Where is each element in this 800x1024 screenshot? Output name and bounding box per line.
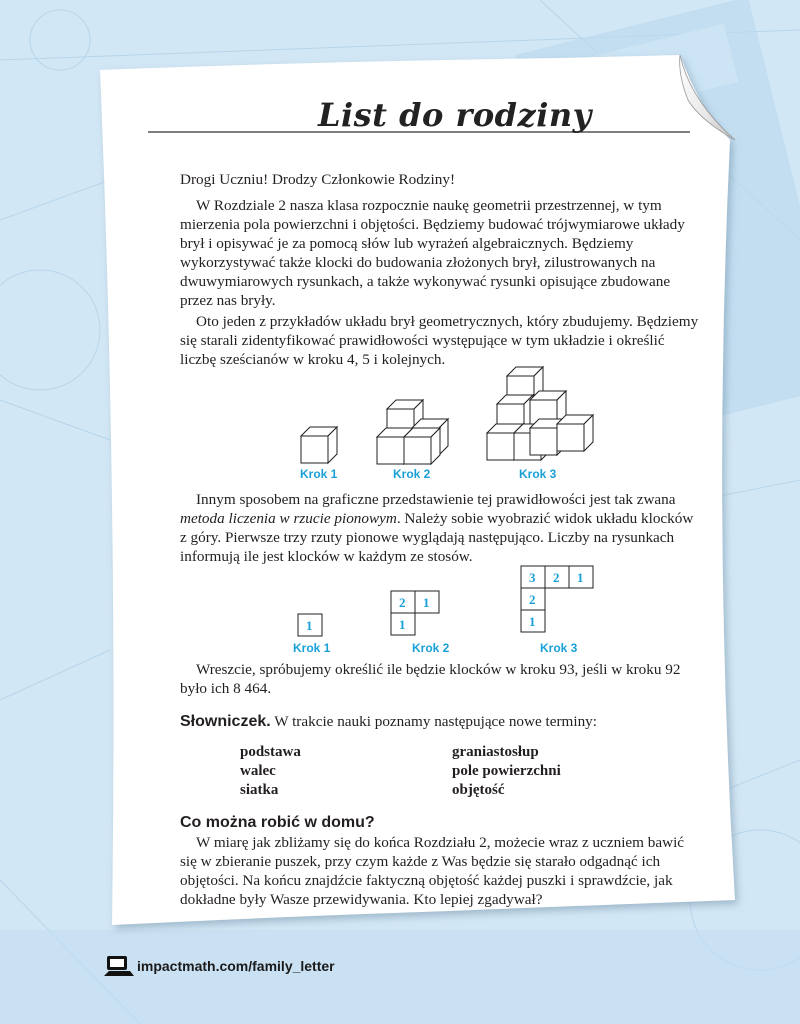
paragraph-intro: W Rozdziale 2 nasza klasa rozpocznie naukę geometrii przestrzennej, w tym mierzenia pola powierzchni i objętości. Będziemy budować trójwymiarowe układy brył i opisywać je za pomocą słów lub wyrażeń algebraicznych. Będziemy wykorzystywać także klocki do budowania złożonych brył, zilustrowanych na dwuwymiarowych rysunkach, a także wykonywać rysunki opisujące zbudowane przez nas bryły. [180,197,685,309]
glossary-term: walec [240,763,276,779]
footer-url[interactable]: impactmath.com/family_letter [137,958,335,974]
figure1-label-step1: Krok 1 [300,467,338,481]
glossary-term: graniastosłup [452,744,539,760]
figure2-label-step3: Krok 3 [540,641,578,655]
top-view-step3-count: 3 [529,570,536,585]
method-name: metoda liczenia w rzucie pionowym [180,510,397,527]
figure1-label-step2: Krok 2 [393,467,431,481]
home-heading: Co można robić w domu? [180,814,375,831]
glossary-intro: W trakcie nauki poznamy następujące nowe terminy: [274,713,597,730]
top-view-step3-count: 2 [529,592,536,607]
top-view-step3-count: 2 [553,570,560,585]
glossary-term: objętość [452,782,505,798]
glossary-line [180,712,700,731]
top-view-step2-count: 1 [423,595,430,610]
figure1-label-step3: Krok 3 [519,467,557,481]
figure2-label-step1: Krok 1 [293,641,331,655]
glossary-term: podstawa [240,744,301,760]
paragraph-top-view-end: . Należy sobie wyobrazić widok układu klocków z góry. Pierwsze trzy rzuty pionowe wyglądają następująco. Liczby na rysunkach informują ile jest klocków w każdym ze stosów. [180,510,694,565]
glossary-term: pole powierzchni [452,763,561,779]
glossary-heading: Słowniczek. [180,713,271,730]
paragraph-top-view-start: Innym sposobem na graficzne przedstawienie tej prawidłowości jest tak zwana [196,491,676,508]
paragraph-example: Oto jeden z przykładów układu brył geometrycznych, który zbudujemy. Będziemy się starali zidentyfikować prawidłowości występujące w tym układzie i określić liczbę sześcianów w kroku 4, 5 i kolejnych. [180,313,699,368]
paragraph-question: Wreszcie, spróbujemy określić ile będzie klocków w kroku 93, jeśli w kroku 92 było ich 8 464. [180,661,681,697]
home-paragraph: W miarę jak zbliżamy się do końca Rozdziału 2, możecie wraz z uczniem bawić się w zbieranie puszek, przy czym każde z Was będzie się starało odgadnąć ich objętości. Na końcu znajdźcie faktyczną objętość każdej puszki i sprawdźcie, jak dokładne były Wasze przewidywania. Kto lepiej zgadywał? [180,834,685,908]
figure2-label-step2: Krok 2 [412,641,450,655]
computer-icon [104,954,134,978]
glossary-term: siatka [240,782,279,798]
top-view-step3-count: 1 [529,614,536,629]
top-view-step3-count: 1 [577,570,584,585]
top-view-step2-count: 2 [399,595,406,610]
page-title: List do rodziny [318,96,592,134]
top-view-step1-count: 1 [306,618,313,633]
greeting: Drogi Uczniu! Drodzy Członkowie Rodziny! [180,171,455,188]
top-view-step2-count: 1 [399,617,406,632]
